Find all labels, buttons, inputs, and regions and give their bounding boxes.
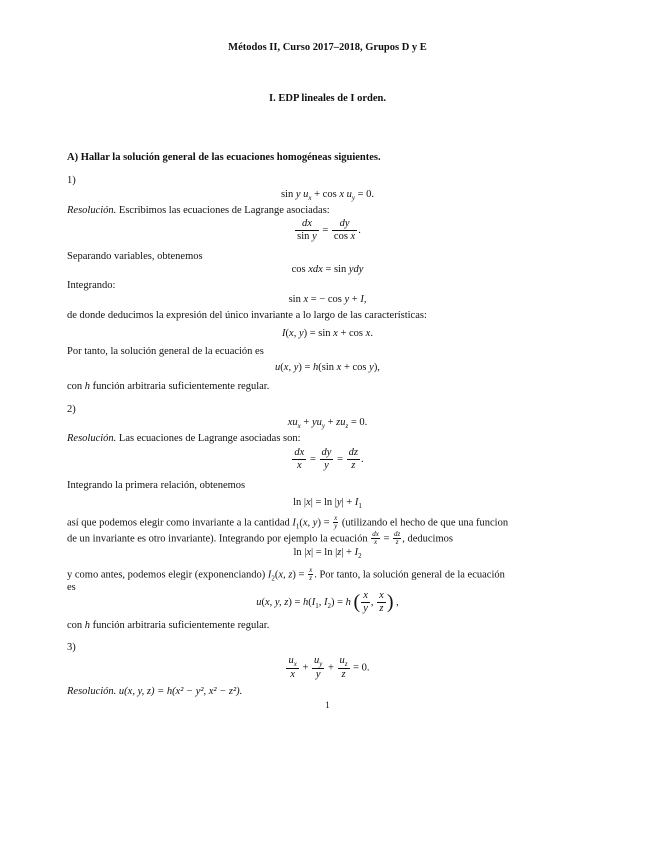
p1-resolution: Resolución. Escribimos las ecuaciones de Lagrange asociadas: (67, 205, 330, 216)
document-header: Métodos II, Curso 2017–2018, Grupos D y E (228, 42, 427, 53)
p1-integrating-text: Integrando: (67, 280, 116, 291)
p1-main-equation: sin y $u_x + \cos x$ $u_y = 0$. (280, 189, 375, 203)
section-title: I. EDP lineales de I orden. (269, 93, 386, 104)
page-number: 1 (325, 700, 330, 710)
p3-main-equation: $\frac{u_x}{x}$ + $\frac{u_y}{y}$ + $\frac{u_z}{z}$ = 0. (288, 655, 370, 681)
p1-solution-text: Por tanto, la solución general de la ecuación es (67, 346, 264, 357)
p1-integrated-equation: sin x = − cos y + I, (288, 294, 367, 305)
p1-separated-equation: cos xdx = sin ydy (291, 264, 364, 275)
p2-main-equation: $xu_x + yu_y + zu_z = 0$. (287, 417, 368, 431)
p3-resolution: Resolución. u(x, y, z) = h(x² − y², x² − z²). (67, 686, 243, 697)
problem-3-number: 3) (67, 642, 76, 653)
p2-line-4: es (67, 582, 76, 593)
p2-line-2: de un invariante es otro invariante). Integrando por ejemplo la ecuación $\frac{dx}{x}$ = $\frac{dz}{z}$ , deducimos (67, 530, 453, 547)
problem-2-number: 2) (67, 404, 76, 415)
part-a-title: A) Hallar la solución general de las ecuaciones homogéneas siguientes. (67, 152, 381, 163)
p2-solution-equation: u(x, y, $z) = h(I_1$, $I_2) = h$ ( $\frac{x}{y}$ , $\frac{x}{z}$ ) , (256, 590, 399, 615)
p2-log-equation-1: $\ln |x| = \ln |y| + I_1$ (293, 497, 362, 511)
p1-deduce-text: de donde deducimos la expresión del único invariante a lo largo de las características: (67, 310, 427, 321)
problem-1-number: 1) (67, 175, 76, 186)
p1-lagrange-equation: $\frac{dx}{\text{sin y}}$ = $\frac{dy}{\text{cos x}}$ . (297, 218, 361, 243)
p2-line-3: y como antes, podemos elegir (exponenciando) $I_2(x$, z) = $\frac{x}{z}$ . Por tanto, la solución general de la ecuación (67, 566, 505, 583)
p1-invariant-equation: I(x, y) = sin x + cos x. (282, 328, 373, 339)
p2-log-equation-2: $\ln |x| = \ln |z| + I_2$ (293, 547, 362, 561)
p1-function-text: con h función arbitraria suficientemente regular. (67, 381, 270, 392)
p1-separating-text: Separando variables, obtenemos (67, 251, 203, 262)
p2-line-1: así que podemos elegir como invariante a la cantidad $I_1(x$, y) = $\frac{x}{y}$ (utilizando el hecho de que una funcion (67, 514, 509, 531)
p2-resolution: Resolución. Las ecuaciones de Lagrange asociadas son: (67, 433, 301, 444)
p1-solution-equation: u(x, y) = h(sin x + cos y), (275, 362, 380, 373)
p2-lagrange-equation: $\frac{dx}{x}$ = $\frac{dy}{y}$ = $\frac{dz}{z}$ . (294, 447, 364, 472)
p2-integrating-text: Integrando la primera relación, obtenemos (67, 480, 246, 491)
p2-function-text: con h función arbitraria suficientemente regular. (67, 620, 270, 631)
